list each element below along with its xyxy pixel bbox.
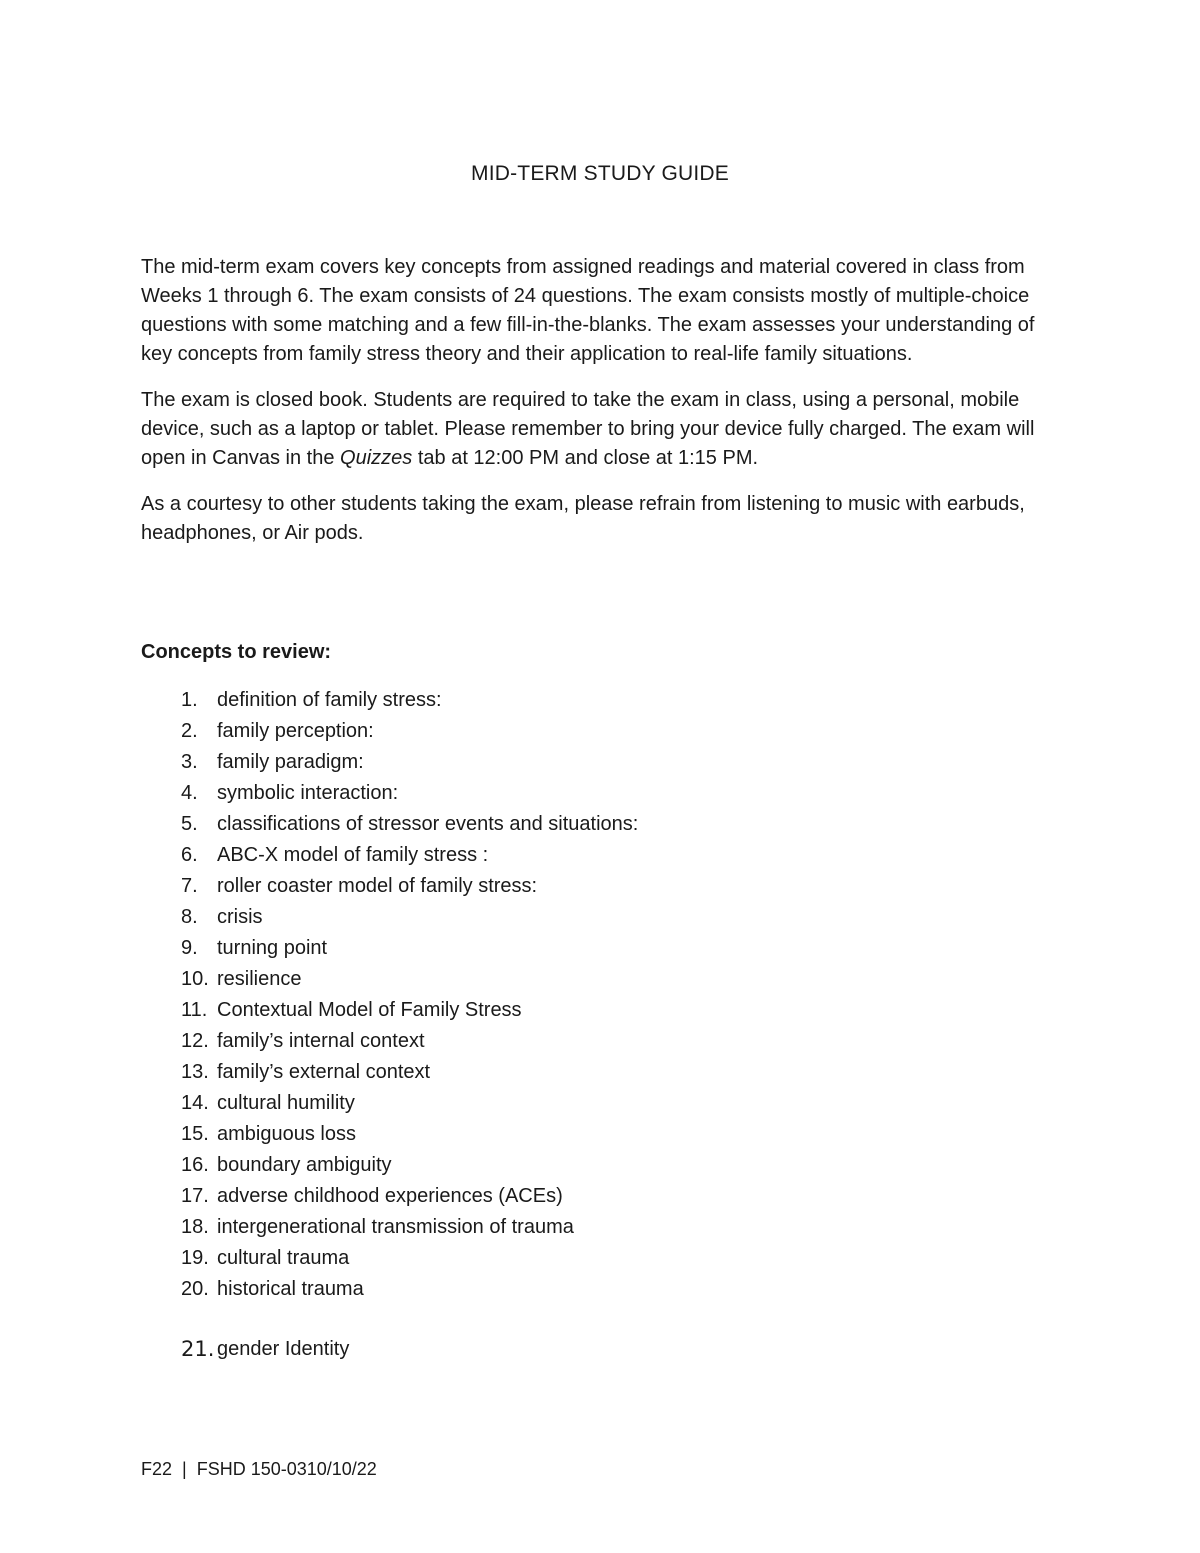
list-item-text: family’s internal context bbox=[217, 1030, 425, 1052]
concepts-list bbox=[141, 686, 638, 1366]
list-item-number: 2. bbox=[181, 720, 198, 742]
paragraph-text: The exam is closed book. Students are required to take the exam in class, using a personal, mobile device, such as a laptop or tablet. Please remember to bring your device fully charged. The exam will open in Canvas in the bbox=[141, 389, 1035, 469]
list-item bbox=[141, 1058, 638, 1089]
list-item bbox=[141, 1027, 638, 1058]
list-item-number: 7. bbox=[181, 875, 198, 897]
list-item-text: turning point bbox=[217, 937, 328, 959]
list-item-number: 17. bbox=[181, 1185, 209, 1207]
list-item-text: symbolic interaction: bbox=[217, 782, 399, 804]
list-item-number: 1. bbox=[181, 689, 198, 711]
list-item bbox=[141, 1120, 638, 1151]
list-item bbox=[141, 748, 638, 779]
list-item-number: 5. bbox=[181, 813, 198, 835]
list-item-number: 19. bbox=[181, 1247, 209, 1269]
paragraph-text: tab at 12:00 PM and close at 1:15 PM. bbox=[412, 447, 759, 469]
concepts-heading: Concepts to review: bbox=[141, 641, 332, 663]
list-item bbox=[141, 779, 638, 810]
list-item-number: 12. bbox=[181, 1030, 209, 1052]
paragraph-text: As a courtesy to other students taking the exam, please refrain from listening to music with earbuds, headphones, or Air pods. bbox=[141, 493, 1025, 544]
list-item-number: 20. bbox=[181, 1278, 209, 1300]
list-item-text: cultural trauma bbox=[217, 1247, 350, 1269]
list-item-number: 21. bbox=[181, 1337, 215, 1361]
list-item bbox=[141, 1089, 638, 1120]
list-item-text: Contextual Model of Family Stress bbox=[217, 999, 522, 1021]
list-item-text: ambiguous loss bbox=[217, 1123, 356, 1145]
list-item-text: cultural humility bbox=[217, 1092, 355, 1114]
list-item-text: adverse childhood experiences (ACEs) bbox=[217, 1185, 563, 1207]
list-item-text: gender Identity bbox=[217, 1338, 350, 1360]
list-item bbox=[141, 1335, 638, 1366]
list-item-text: family’s external context bbox=[217, 1061, 431, 1083]
list-item-text: roller coaster model of family stress: bbox=[217, 875, 538, 897]
list-item-text: family paradigm: bbox=[217, 751, 364, 773]
list-item-number: 13. bbox=[181, 1061, 209, 1083]
list-item bbox=[141, 1151, 638, 1182]
paragraph-courtesy bbox=[141, 490, 1071, 548]
list-item-number: 9. bbox=[181, 937, 198, 959]
list-item-number: 11. bbox=[181, 999, 208, 1021]
page-footer: F22 | FSHD 150-0310/10/22 bbox=[141, 1459, 377, 1479]
list-item-number: 4. bbox=[181, 782, 198, 804]
list-item-number: 15. bbox=[181, 1123, 209, 1145]
list-item bbox=[141, 1213, 638, 1244]
list-item bbox=[141, 965, 638, 996]
list-item-number: 16. bbox=[181, 1154, 209, 1176]
list-item-text: classifications of stressor events and situations: bbox=[217, 813, 639, 835]
list-item-number: 18. bbox=[181, 1216, 209, 1238]
list-item-text: boundary ambiguity bbox=[217, 1154, 392, 1176]
list-item-text: crisis bbox=[217, 906, 263, 928]
list-item-text: resilience bbox=[217, 968, 302, 990]
list-item bbox=[141, 934, 638, 965]
list-item bbox=[141, 1182, 638, 1213]
list-item bbox=[141, 717, 638, 748]
intro-text bbox=[141, 253, 1071, 565]
list-item-text: intergenerational transmission of trauma bbox=[217, 1216, 574, 1238]
list-item-text: ABC-X model of family stress : bbox=[217, 844, 489, 866]
list-item-number: 10. bbox=[181, 968, 209, 990]
list-item-number: 14. bbox=[181, 1092, 209, 1114]
paragraph-text: The mid-term exam covers key concepts from assigned readings and material covered in class from Weeks 1 through 6. The exam consists of 24 questions. The exam consists mostly of multiple-choice questions with some matching and a few fill-in-the-blanks. The exam assesses your understanding of key concepts from family stress theory and their application to real-life family situations. bbox=[141, 256, 1035, 365]
list-item bbox=[141, 810, 638, 841]
list-item bbox=[141, 996, 638, 1027]
paragraph-exam-rules bbox=[141, 386, 1071, 473]
list-item bbox=[141, 1275, 638, 1306]
page-title: MID-TERM STUDY GUIDE bbox=[471, 162, 729, 185]
list-item bbox=[141, 841, 638, 872]
list-item bbox=[141, 1244, 638, 1275]
list-item-text: definition of family stress: bbox=[217, 689, 442, 711]
list-item bbox=[141, 686, 638, 717]
list-item-number: 8. bbox=[181, 906, 198, 928]
paragraph-exam-coverage bbox=[141, 253, 1071, 369]
list-item-number: 3. bbox=[181, 751, 198, 773]
list-item-text: family perception: bbox=[217, 720, 374, 742]
list-item-text: historical trauma bbox=[217, 1278, 364, 1300]
list-item bbox=[141, 903, 638, 934]
list-item bbox=[141, 872, 638, 903]
quizzes-emphasis: Quizzes bbox=[340, 447, 413, 469]
list-item-number: 6. bbox=[181, 844, 198, 866]
